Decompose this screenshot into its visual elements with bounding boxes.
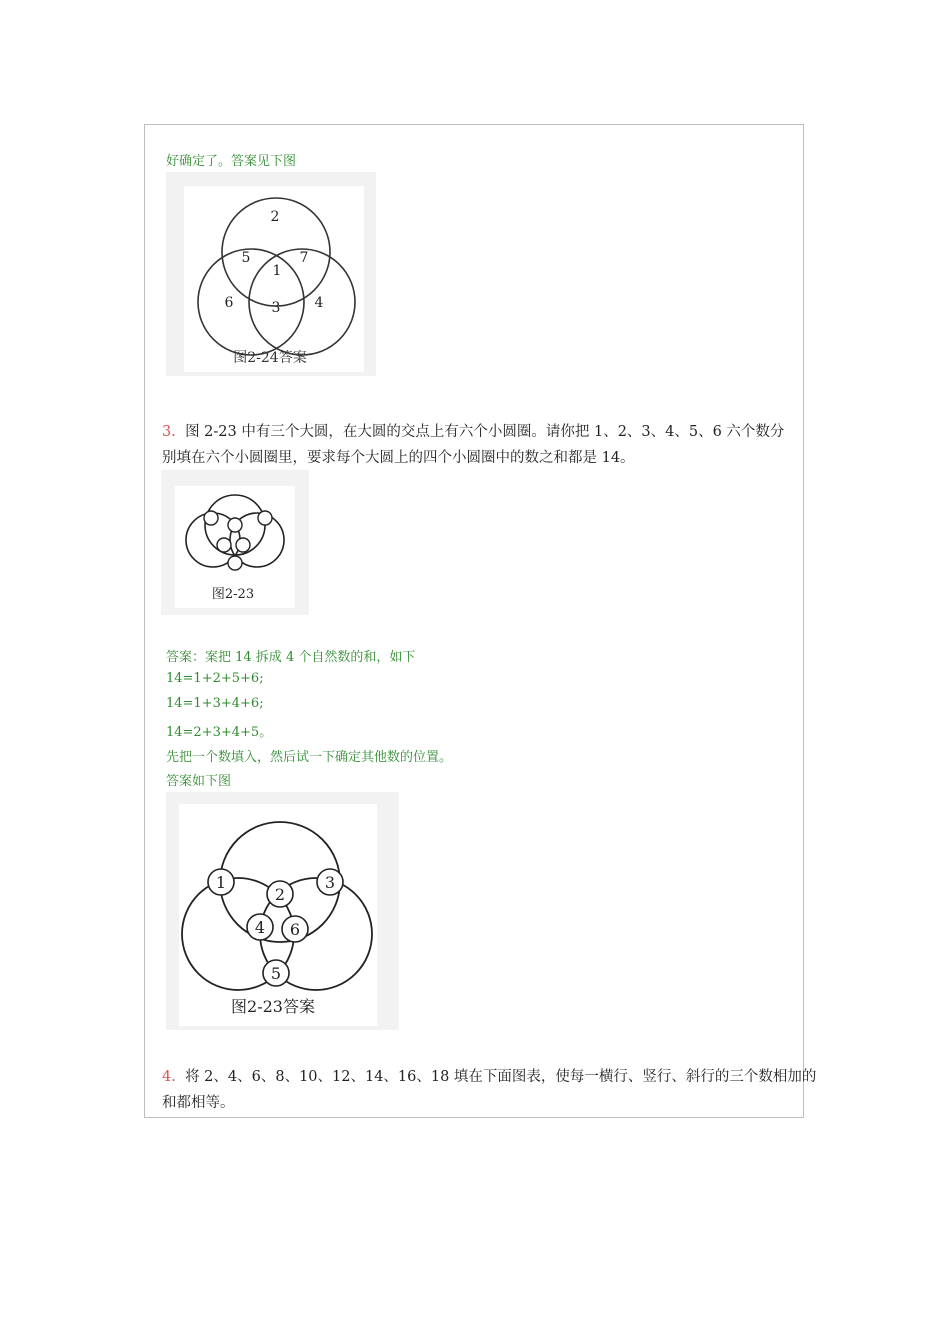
answer-line-3: 14=1+3+4+6; [166, 696, 264, 711]
venn-number-left: 6 [224, 295, 234, 311]
answer-number-top: 2 [274, 885, 286, 904]
small-circle [204, 511, 218, 525]
answer-line-4: 14=2+3+4+5。 [166, 725, 273, 740]
venn-number-top-left: 5 [241, 250, 251, 266]
question-3-line2: 别填在六个小圆圈里，要求每个大圆上的四个小圆圈中的数之和都是 14。 [162, 450, 635, 466]
figure-caption: 图2-23答案 [231, 997, 315, 1016]
venn-diagram [166, 172, 376, 376]
answer-line-6: 答案如下图 [166, 774, 232, 789]
venn-number-right: 4 [314, 295, 324, 311]
answer-number-right: 3 [324, 873, 336, 892]
figure-2-23-answer [166, 792, 399, 1030]
small-circle [258, 511, 272, 525]
venn-number-top: 2 [270, 209, 280, 225]
answer-lead-text: 好确定了。答案见下图 [166, 154, 297, 169]
answer-number-mid-right: 6 [289, 920, 301, 939]
answer-number-left: 1 [215, 873, 227, 892]
circle-puzzle-answer-diagram [166, 792, 399, 1030]
question-4-line1 [162, 1064, 816, 1090]
circle-puzzle-diagram [161, 470, 309, 615]
answer-line-2: 14=1+2+5+6; [166, 671, 264, 686]
question-3-text-1: 图 2-23 中有三个大圆，在大圆的交点上有六个小圆圈。请你把 1、2、3、4、5、6 六个数分 [185, 424, 785, 440]
small-circle [228, 556, 242, 570]
question-number: 4. [162, 1069, 176, 1085]
question-4-text-1: 将 2、4、6、8、10、12、14、16、18 填在下面图表，使每一横行、竖行、斜行的三个数相加的 [185, 1069, 817, 1085]
answer-number-bottom: 5 [270, 964, 282, 983]
figure-2-23 [161, 470, 309, 615]
figure-2-24-answer [166, 172, 376, 376]
figure-caption: 图2-24答案 [233, 350, 307, 366]
answer-number-mid-left: 4 [254, 918, 266, 937]
venn-number-top-right: 7 [299, 250, 309, 266]
small-circle [217, 538, 231, 552]
small-circle [236, 538, 250, 552]
question-number: 3. [162, 424, 176, 440]
small-circle [228, 518, 242, 532]
answer-line-5: 先把一个数填入，然后试一下确定其他数的位置。 [166, 750, 453, 765]
venn-number-bottom: 3 [271, 300, 281, 316]
venn-circle-left [198, 249, 304, 355]
answer-line-1: 答案：案把 14 拆成 4 个自然数的和，如下 [166, 650, 416, 665]
figure-caption: 图2-23 [211, 587, 255, 602]
venn-number-center: 1 [272, 263, 282, 279]
question-4-line2: 和都相等。 [162, 1095, 235, 1111]
question-3-line1 [162, 419, 784, 445]
